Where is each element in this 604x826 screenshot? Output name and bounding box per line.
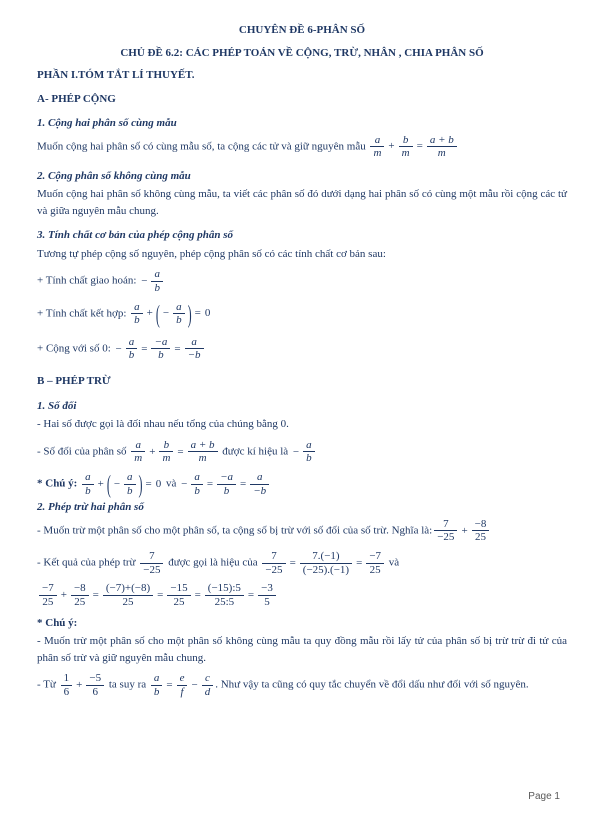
para-a2: Muốn cộng hai phân số không cùng mẫu, ta viết các phân số đó dưới dạng hai phân số có cùng một mẫu rồi cộng các tử và giữa nguyên mẫu chung. xyxy=(37,188,567,217)
page-title: CHUYÊN ĐỀ 6-PHÂN SỐ xyxy=(238,24,366,36)
fraction-divide-by-5: $\frac{(-15):5}{25:5}$ xyxy=(205,582,244,608)
plus-operator: + xyxy=(97,477,104,490)
section-a-heading: A- PHÉP CỘNG xyxy=(37,92,116,105)
minus-operator: − xyxy=(292,445,300,458)
fraction-7-neg25: $\frac{7}{-25}$ xyxy=(434,518,457,544)
note-b2-label: * Chú ý: xyxy=(37,616,78,629)
fraction-a-b: $\frac{a}{b}$ xyxy=(151,672,163,698)
fraction-neg-a-b: $\frac{-a}{b}$ xyxy=(151,336,170,362)
equals-operator: = xyxy=(174,342,181,355)
zero-value: 0 xyxy=(155,477,162,490)
note-b1-va: và xyxy=(166,477,177,490)
fraction-neg5-6: $\frac{-5}{6}$ xyxy=(86,672,104,698)
property-add-zero xyxy=(37,336,567,362)
equals-operator: = xyxy=(92,589,99,602)
para-b6-post: . Như vậy ta cũng có quy tắc chuyển về đổi dấu như đối với số nguyên. xyxy=(215,678,529,691)
minus-operator: − xyxy=(141,275,148,288)
fraction-a-b: $\frac{a}{b}$ xyxy=(124,471,136,497)
page-number: Page 1 xyxy=(528,791,560,802)
para-b6 xyxy=(37,672,567,698)
note-b1 xyxy=(37,471,567,497)
plus-operator: + xyxy=(76,678,83,691)
heading-b1: 1. Số đối xyxy=(37,399,77,412)
minus-operator: − xyxy=(191,678,198,691)
plus-operator: + xyxy=(461,524,468,537)
fraction-a-m: $\frac{a}{m}$ xyxy=(370,134,384,160)
equals-operator: = xyxy=(206,477,214,490)
para-a3: Tương tự phép cộng số nguyên, phép cộng phân số có các tính chất cơ bản sau: xyxy=(37,247,386,260)
equals-operator: = xyxy=(194,589,201,602)
right-paren: ) xyxy=(138,469,143,499)
equals-operator: = xyxy=(289,556,296,569)
fraction-b-m: $\frac{b}{m}$ xyxy=(159,439,173,465)
left-paren: ( xyxy=(155,299,160,329)
equals-operator: = xyxy=(145,477,152,490)
property-commutative-label: + Tính chất giao hoán: xyxy=(37,274,137,287)
fraction-a-plus-b-m: $\frac{a + b}{m}$ xyxy=(427,134,457,160)
para-b1: - Hai số được gọi là đối nhau nếu tổng của chúng bằng 0. xyxy=(37,418,289,431)
plus-operator: + xyxy=(149,445,156,458)
equals-operator: = xyxy=(194,307,201,320)
fraction-c-d: $\frac{c}{d}$ xyxy=(202,672,214,698)
equals-operator: = xyxy=(157,589,164,602)
fraction-neg8-25: $\frac{-8}{25}$ xyxy=(472,518,490,544)
left-paren: ( xyxy=(106,469,111,499)
note-b2-text: - Muốn trừ một phân số cho một phân số không cùng mẫu ta quy đồng mẫu rồi lấy tử của phân số bị trừ trừ đi tử của phân số trừ và giữ nguyên mẫu chung. xyxy=(37,635,567,664)
para-b4-mid: được gọi là hiệu của xyxy=(168,556,258,569)
heading-a3: 3. Tính chất cơ bản của phép cộng phân số xyxy=(37,229,233,242)
heading-b2: 2. Phép trừ hai phân số xyxy=(37,501,144,514)
fraction-a-plus-b-m: $\frac{a + b}{m}$ xyxy=(188,439,218,465)
property-associative xyxy=(37,301,567,327)
fraction-a-b: $\frac{a}{b}$ xyxy=(173,301,185,327)
equals-operator: = xyxy=(356,556,363,569)
property-commutative xyxy=(37,268,567,294)
fraction-neg15-25: $\frac{-15}{25}$ xyxy=(167,582,190,608)
equals-operator: = xyxy=(240,477,247,490)
fraction-neg8-25: $\frac{-8}{25}$ xyxy=(71,582,89,608)
heading-a1: 1. Cộng hai phân số cùng mẫu xyxy=(37,117,177,129)
equals-operator: = xyxy=(247,589,255,602)
fraction-a-b: $\frac{a}{b}$ xyxy=(191,471,203,497)
fraction-a-b: $\frac{a}{b}$ xyxy=(126,336,138,362)
para-b3 xyxy=(37,518,567,544)
page-subtitle: CHỦ ĐỀ 6.2: CÁC PHÉP TOÁN VỀ CỘNG, TRỪ, NHÂN , CHIA PHÂN SỐ xyxy=(120,46,484,59)
fraction-a-neg-b: $\frac{a}{-b}$ xyxy=(250,471,269,497)
fraction-sum-numerators: $\frac{(-7)+(-8)}{25}$ xyxy=(103,582,153,608)
para-b4 xyxy=(37,550,567,576)
minus-operator: − xyxy=(162,307,170,320)
fraction-neg7-25: $\frac{-7}{25}$ xyxy=(366,550,384,576)
fraction-a-b: $\frac{a}{b}$ xyxy=(131,301,143,327)
equals-operator: = xyxy=(141,342,148,355)
equals-operator: = xyxy=(166,678,173,691)
equals-operator: = xyxy=(177,445,184,458)
para-b6-pre: - Từ xyxy=(37,678,56,691)
para-a1-text: Muốn cộng hai phân số có cùng mẫu số, ta cộng các tử và giữ nguyên mẫu xyxy=(37,140,366,153)
fraction-7-neg25: $\frac{7}{-25}$ xyxy=(262,550,285,576)
fraction-a-neg-b: $\frac{a}{-b}$ xyxy=(185,336,204,362)
fraction-a-b: $\frac{a}{b}$ xyxy=(151,268,163,294)
equation-row xyxy=(37,582,567,608)
para-a1 xyxy=(37,134,567,160)
fraction-mul-neg1: $\frac{7.(-1)}{(-25).(-1)}$ xyxy=(300,550,352,576)
minus-operator: − xyxy=(115,342,122,355)
zero-value: 0 xyxy=(204,307,211,320)
fraction-e-f: $\frac{e}{f}$ xyxy=(177,672,188,698)
para-b4-post: và xyxy=(388,556,400,569)
fraction-a-b: $\frac{a}{b}$ xyxy=(82,471,94,497)
fraction-b-m: $\frac{b}{m}$ xyxy=(399,134,413,160)
fraction-a-m: $\frac{a}{m}$ xyxy=(131,439,145,465)
fraction-neg-a-b: $\frac{-a}{b}$ xyxy=(217,471,236,497)
para-b6-mid: ta suy ra xyxy=(108,678,147,691)
property-associative-label: + Tính chất kết hợp: xyxy=(37,307,127,320)
minus-operator: − xyxy=(113,477,121,490)
fraction-1-6: $\frac{1}{6}$ xyxy=(61,672,73,698)
heading-a2: 2. Cộng phân số không cùng mẫu xyxy=(37,169,191,182)
para-b2 xyxy=(37,439,567,465)
plus-operator: + xyxy=(60,589,67,602)
fraction-neg7-25: $\frac{-7}{25}$ xyxy=(39,582,57,608)
property-add-zero-label: + Cộng với số 0: xyxy=(37,342,111,355)
note-b1-label: * Chú ý: xyxy=(37,477,78,490)
fraction-7-neg25: $\frac{7}{-25}$ xyxy=(140,550,163,576)
minus-operator: − xyxy=(181,477,188,490)
para-b2-post: được kí hiệu là xyxy=(222,445,289,458)
right-paren: ) xyxy=(187,299,192,329)
plus-operator: + xyxy=(146,307,153,320)
fraction-neg3-5: $\frac{-3}{5}$ xyxy=(258,582,276,608)
para-b3-text: - Muốn trừ một phân số cho một phân số, ta cộng số bị trừ với số đối của số trừ. Nghĩa là: xyxy=(37,524,433,537)
section-b-heading: B – PHÉP TRỪ xyxy=(37,375,111,388)
part-heading: PHẦN I.TÓM TẮT LÍ THUYẾT. xyxy=(37,69,195,81)
plus-operator: + xyxy=(388,140,395,153)
para-b2-pre: - Số đối của phân số xyxy=(37,445,127,458)
para-b4-pre: - Kết quả của phép trừ xyxy=(37,556,136,569)
fraction-a-b: $\frac{a}{b}$ xyxy=(303,439,315,465)
equals-operator: = xyxy=(416,140,423,153)
